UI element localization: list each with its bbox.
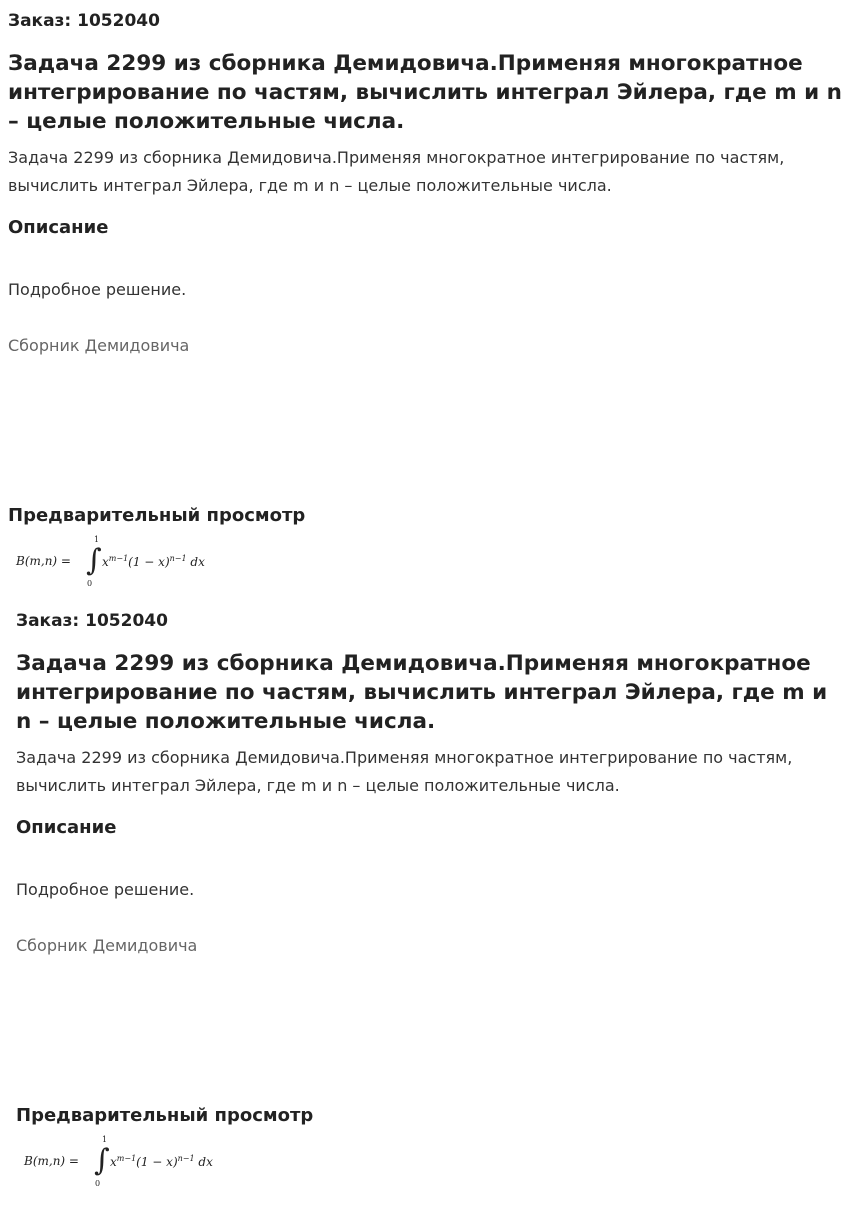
formula-dx: dx (198, 1155, 213, 1169)
formula-integrand (110, 1154, 213, 1169)
formula-lower-limit: 0 (87, 579, 93, 588)
preview-heading: Предварительный просмотр (8, 505, 306, 526)
formula-lhs: B(m,n) = (16, 554, 71, 568)
order-number: Заказ: 1052040 (16, 611, 168, 631)
integral-sign-icon: ∫ (94, 1143, 110, 1178)
order-number: Заказ: 1052040 (8, 11, 160, 31)
formula-lower-limit: 0 (95, 1179, 101, 1188)
collection-link[interactable]: Сборник Демидовича (8, 336, 190, 355)
formula-x-exponent: m−1 (116, 1154, 137, 1163)
description-heading: Описание (8, 217, 109, 238)
formula-one-minus-exponent: n−1 (169, 554, 187, 563)
description-heading: Описание (16, 817, 117, 838)
task-title: Задача 2299 из сборника Демидовича.Применяя многократное интегрирование по частям, вычислить интеграл Эйлера, где m и n – целые положительные числа. (16, 651, 828, 734)
task-intro: Задача 2299 из сборника Демидовича.Применяя многократное интегрирование по частям, вычислить интеграл Эйлера, где m и n – целые положительные числа. (16, 748, 793, 795)
formula-integrand (102, 554, 205, 569)
integral-sign-icon: ∫ (86, 543, 102, 578)
formula-one-minus-exponent: n−1 (177, 1154, 195, 1163)
formula-lhs: B(m,n) = (24, 1154, 79, 1168)
formula-dx: dx (190, 555, 205, 569)
formula-one-minus-x: (1 − x) (128, 555, 170, 569)
formula-x-base: x (110, 1155, 117, 1169)
collection-link[interactable]: Сборник Демидовича (16, 936, 198, 955)
preview-heading: Предварительный просмотр (16, 1105, 314, 1126)
preview-formula (8, 535, 843, 595)
description-text: Подробное решение. (8, 280, 187, 299)
formula-one-minus-x: (1 − x) (136, 1155, 178, 1169)
formula-x-exponent: m−1 (108, 554, 129, 563)
product-block (16, 608, 841, 1195)
preview-formula (16, 1135, 841, 1195)
formula-x-base: x (102, 555, 109, 569)
product-block (8, 8, 843, 595)
description-text: Подробное решение. (16, 880, 195, 899)
task-title: Задача 2299 из сборника Демидовича.Применяя многократное интегрирование по частям, вычислить интеграл Эйлера, где m и n – целые положительные числа. (8, 51, 842, 134)
task-intro: Задача 2299 из сборника Демидовича.Применяя многократное интегрирование по частям, вычислить интеграл Эйлера, где m и n – целые положительные числа. (8, 148, 785, 195)
formula-upper-limit: 1 (94, 535, 100, 544)
formula-upper-limit: 1 (102, 1135, 108, 1144)
